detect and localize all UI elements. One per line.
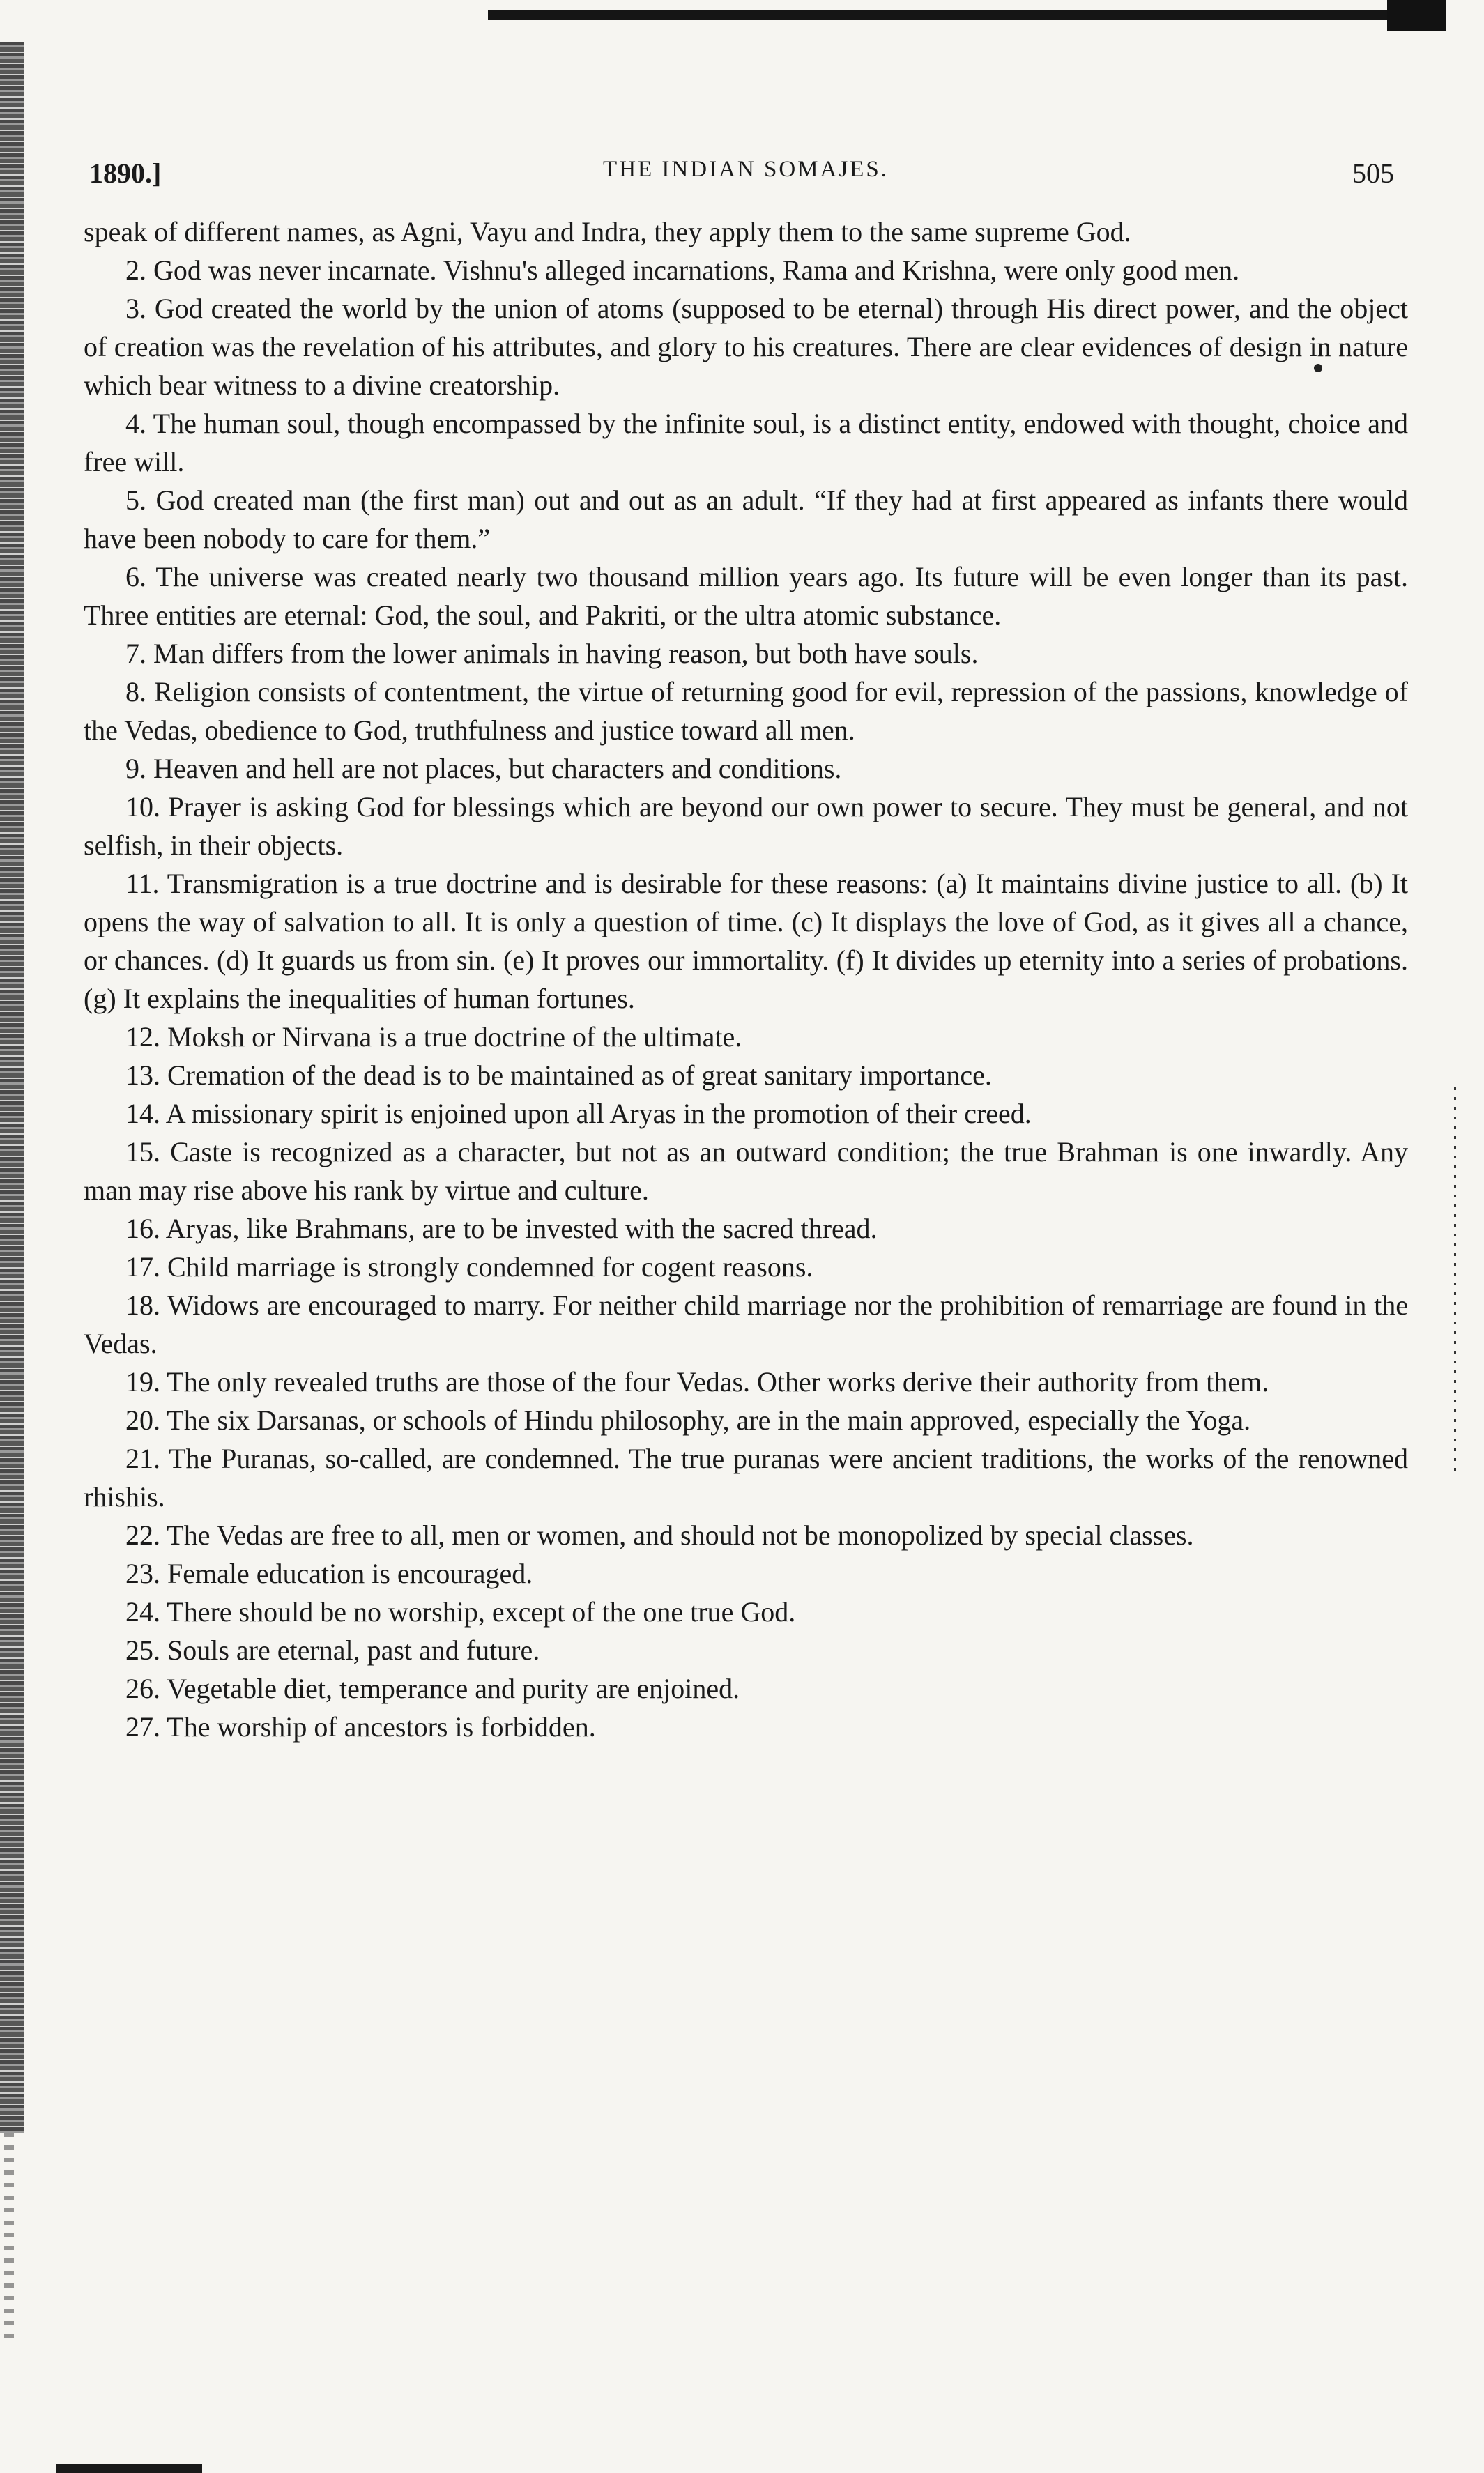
list-item: 7. Man differs from the lower animals in having reason, but both have souls.: [125, 638, 979, 669]
list-item: 15. Caste is recognized as a character, but not as an outward condition; the true Brahman is one inwardly. Any man may rise above his rank by virtue and culture.: [84, 1136, 1408, 1206]
list-item: 20. The six Darsanas, or schools of Hindu philosophy, are in the main approved, especially the Yoga.: [125, 1404, 1251, 1436]
list-item: 2. God was never incarnate. Vishnu's alleged incarnations, Rama and Krishna, were only good men.: [125, 254, 1240, 286]
list-item: 5. God created man (the first man) out and out as an adult. “If they had at first appeared as infants there would have been nobody to care for them.”: [84, 484, 1408, 554]
list-item: 10. Prayer is asking God for blessings which are beyond our own power to secure. They must be general, and not selfish, in their objects.: [84, 791, 1408, 861]
list-item: 17. Child marriage is strongly condemned for cogent reasons.: [125, 1251, 813, 1283]
list-item: 11. Transmigration is a true doctrine and is desirable for these reasons: (a) It maintains divine justice to all. (b) It opens the way of salvation to all. It is only a question of time. (c) It displays the love of God, as it gives all a chance, or chances. (d) It guards us from sin. (e) It proves our immortality. (f) It divides up eternity into a series of probations. (g) It explains the inequalities of human fortunes.: [84, 868, 1408, 1014]
list-item: 21. The Puranas, so-called, are condemned. The true puranas were ancient traditions, the works of the renowned rhishis.: [84, 1443, 1408, 1513]
list-item: 25. Souls are eternal, past and future.: [125, 1634, 540, 1666]
list-item: 22. The Vedas are free to all, men or women, and should not be monopolized by special classes.: [125, 1519, 1194, 1551]
document-page: [84, 157, 1408, 1746]
scan-bottom-mark: [56, 2464, 202, 2473]
paragraph-continuation: speak of different names, as Agni, Vayu and Indra, they apply them to the same supreme God.: [84, 216, 1131, 247]
running-title: THE INDIAN SOMAJES.: [603, 157, 889, 182]
page-number: 505: [1352, 158, 1394, 189]
list-item: 6. The universe was created nearly two thousand million years ago. Its future will be even longer than its past. Three entities are eternal: God, the soul, and Pakriti, or the ultra atomic substance.: [84, 561, 1408, 631]
list-item: 12. Moksh or Nirvana is a true doctrine of the ultimate.: [125, 1021, 742, 1052]
scan-margin-dots: [1454, 1087, 1456, 1478]
list-item: 19. The only revealed truths are those of the four Vedas. Other works derive their authority from them.: [125, 1366, 1269, 1398]
scan-binding-edge-lower: [4, 2133, 14, 2342]
scan-top-rule: [488, 10, 1446, 20]
scan-binding-edge: [0, 42, 24, 2133]
list-item: 4. The human soul, though encompassed by the infinite soul, is a distinct entity, endowed with thought, choice and free will.: [84, 408, 1408, 477]
running-head: [84, 157, 1408, 213]
list-item: 13. Cremation of the dead is to be maintained as of great sanitary importance.: [125, 1059, 992, 1091]
list-item: 18. Widows are encouraged to marry. For neither child marriage nor the prohibition of remarriage are found in the Vedas.: [84, 1289, 1408, 1359]
list-item: 27. The worship of ancestors is forbidden.: [125, 1711, 596, 1743]
list-item: 16. Aryas, like Brahmans, are to be invested with the sacred thread.: [125, 1213, 878, 1244]
year-marker: 1890.]: [89, 158, 162, 189]
list-item: 8. Religion consists of contentment, the virtue of returning good for evil, repression of the passions, knowledge of the Vedas, obedience to God, truthfulness and justice toward all men.: [84, 676, 1408, 746]
body-text: [84, 213, 1408, 1746]
list-item: 23. Female education is encouraged.: [125, 1558, 533, 1589]
list-item: 24. There should be no worship, except of the one true God.: [125, 1596, 796, 1628]
list-item: 9. Heaven and hell are not places, but characters and conditions.: [125, 753, 842, 784]
scan-top-rule-end: [1387, 0, 1446, 31]
list-item: 14. A missionary spirit is enjoined upon all Aryas in the promotion of their creed.: [125, 1098, 1032, 1129]
list-item: 3. God created the world by the union of atoms (supposed to be eternal) through His direct power, and the object of creation was the revelation of his attributes, and glory to his creatures. There are clear evidences of design in nature which bear witness to a divine creatorship.: [84, 293, 1408, 401]
list-item: 26. Vegetable diet, temperance and purity are enjoined.: [125, 1673, 740, 1704]
